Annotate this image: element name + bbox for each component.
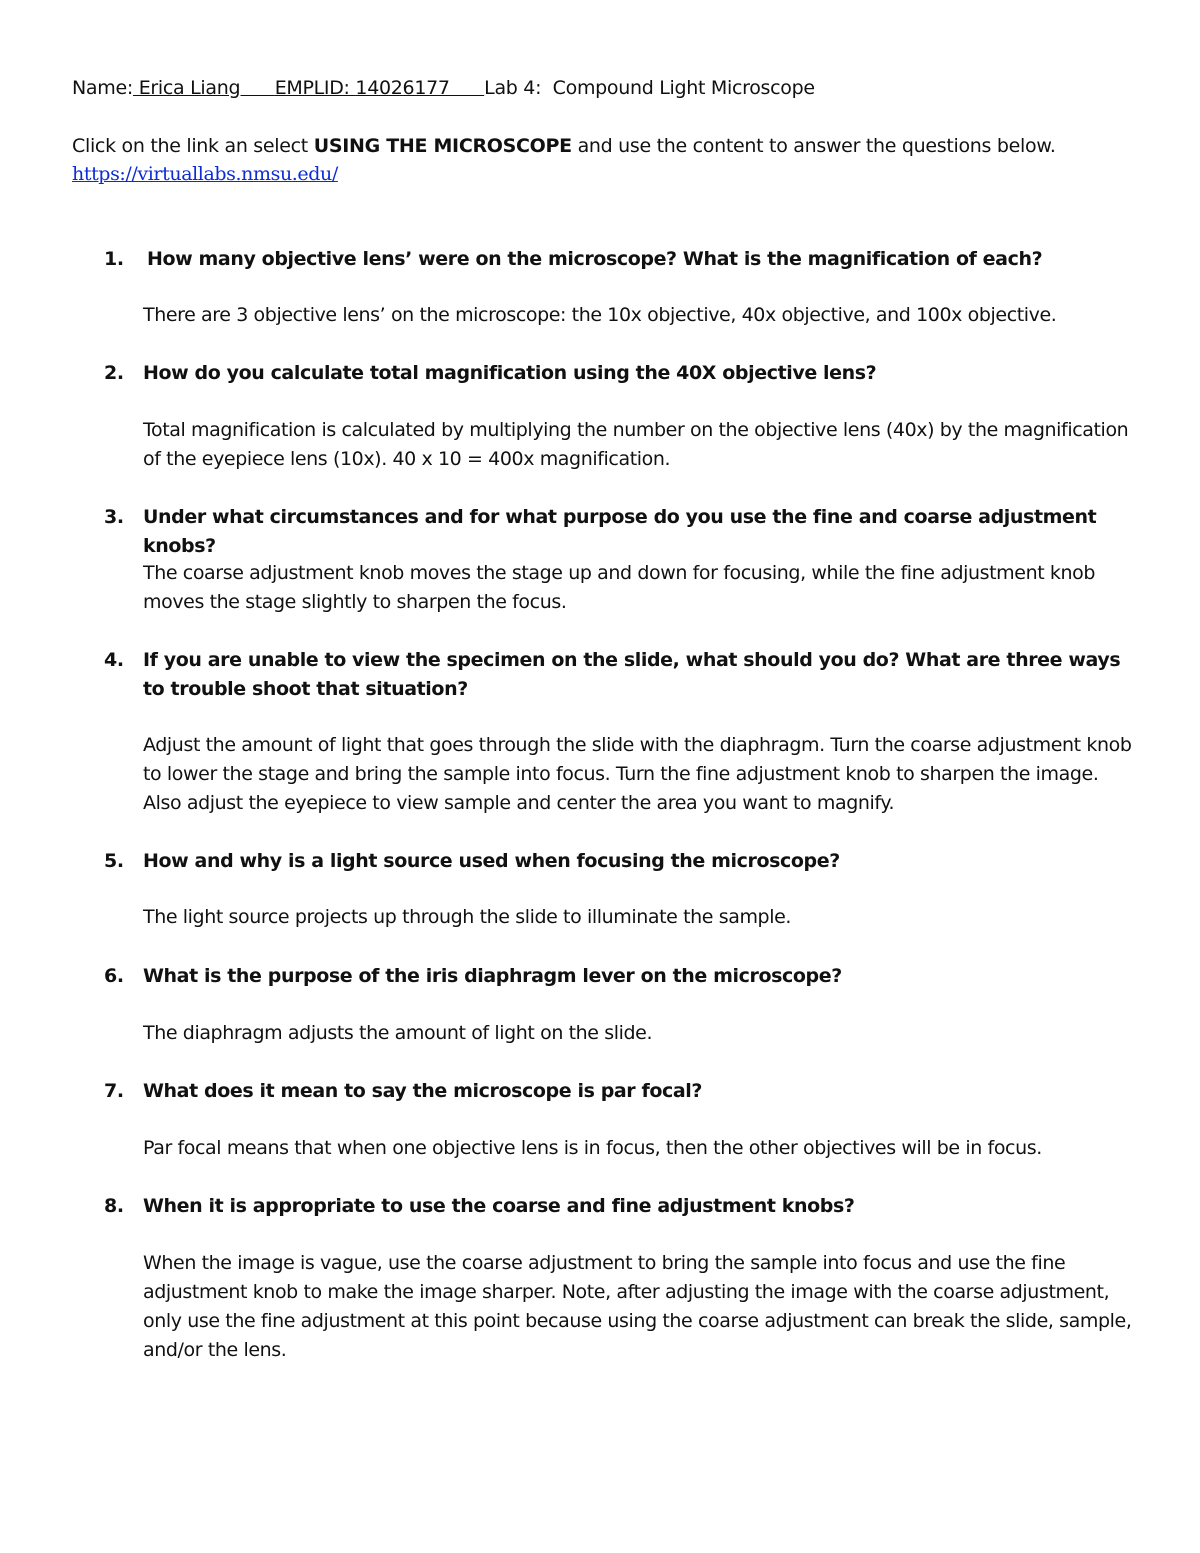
lab-title: Lab 4: Compound Light Microscope xyxy=(484,77,815,99)
instructions-bold-text: USING THE MICROSCOPE xyxy=(313,135,572,157)
answer-text: There are 3 objective lens’ on the microscope: the 10x objective, 40x objective, and 100x objective. xyxy=(143,304,1057,326)
question-text: What is the purpose of the iris diaphragm lever on the microscope? xyxy=(143,965,842,987)
name-value: Erica Liang xyxy=(132,77,275,99)
question-number: 2. xyxy=(104,362,124,384)
answer-text: The light source projects up through the slide to illuminate the sample. xyxy=(143,906,792,928)
question-number: 1. xyxy=(104,248,124,270)
question-text: What does it mean to say the microscope is par focal? xyxy=(143,1080,703,1102)
instructions-text-after: and use the content to answer the questions below. xyxy=(571,135,1056,157)
question-text: If you are unable to view the specimen on the slide, what should you do? What are three ways to trouble shoot that situation? xyxy=(143,649,1121,700)
question-number: 5. xyxy=(104,850,124,872)
question-number: 4. xyxy=(104,649,124,671)
question-text: How many objective lens’ were on the microscope? What is the magnification of each? xyxy=(147,248,1043,270)
question-number: 3. xyxy=(104,506,124,528)
question-text: Under what circumstances and for what purpose do you use the fine and coarse adjustment knobs? xyxy=(143,506,1097,557)
question-text: When it is appropriate to use the coarse and fine adjustment knobs? xyxy=(143,1195,855,1217)
answer-text: When the image is vague, use the coarse adjustment to bring the sample into focus and use the fine adjustment knob to make the image sharper. Note, after adjusting the image with the coarse adjustment, only use the fine adjustment at this point because using the coarse adjustment can break the slide, sample, and/or the lens. xyxy=(143,1252,1132,1361)
instructions xyxy=(72,132,1152,188)
name-label: Name: xyxy=(72,77,133,99)
question-text: How do you calculate total magnification using the 40X objective lens? xyxy=(143,362,877,384)
answer-text: Total magnification is calculated by multiplying the number on the objective lens (40x) by the magnification of the eyepiece lens (10x). 40 x 10 = 400x magnification. xyxy=(143,419,1129,470)
instructions-text-before: Click on the link an select xyxy=(72,135,314,157)
question-number: 7. xyxy=(104,1080,124,1102)
emplid-label: EMPLID: xyxy=(274,77,356,99)
question-number: 8. xyxy=(104,1195,124,1217)
emplid-value: 14026177 xyxy=(355,77,485,99)
answer-text: Par focal means that when one objective lens is in focus, then the other objectives will be in focus. xyxy=(143,1137,1042,1159)
answer-text: The coarse adjustment knob moves the stage up and down for focusing, while the fine adjustment knob moves the stage slightly to sharpen the focus. xyxy=(143,562,1096,613)
answer-text: The diaphragm adjusts the amount of light on the slide. xyxy=(143,1022,653,1044)
virtual-labs-link[interactable]: https://virtuallabs.nmsu.edu/ xyxy=(72,163,338,185)
question-text: How and why is a light source used when focusing the microscope? xyxy=(143,850,840,872)
question-number: 6. xyxy=(104,965,124,987)
document-header xyxy=(72,76,815,100)
answer-text: Adjust the amount of light that goes through the slide with the diaphragm. Turn the coarse adjustment knob to lower the stage and bring the sample into focus. Turn the fine adjustment knob to sharpen the image. Also adjust the eyepiece to view sample and center the area you want to magnify. xyxy=(143,734,1132,814)
